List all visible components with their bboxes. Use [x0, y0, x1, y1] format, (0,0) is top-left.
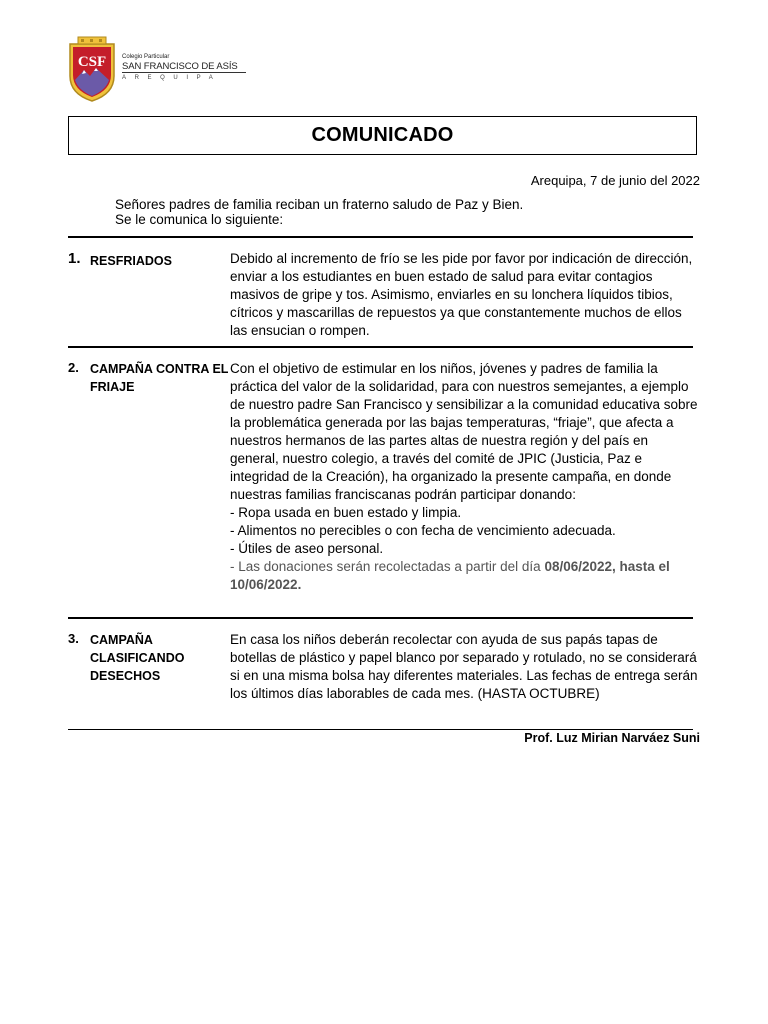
crest-letters: CSF [77, 54, 107, 70]
divider [68, 617, 693, 619]
school-city: AREQUIPA [122, 75, 222, 81]
item-text: Debido al incremento de frío se les pide por favor por indicación de dirección, enviar a los estudiantes en buen estado de salud para evitar contagios masivos de gripe y tos. Asimismo, enviarles en su lonchera líquidos tibios, cítricos y mascarillas de repuestos ya que constantemente muchos de ellos las ensucian o rompen. [230, 251, 693, 338]
title-box [68, 116, 697, 155]
divider [68, 729, 693, 730]
divider [68, 346, 693, 348]
page-title: COMUNICADO [311, 124, 454, 146]
item-text: En casa los niños deberán recolectar con ayuda de sus papás tapas de botellas de plástico y papel blanco por separado y rotulado, no se considerará si en una misma bolsa hay diferentes materiales. Las fechas de entrega serán los últimos días laborables de cada mes. (HASTA OCTUBRE) [230, 632, 698, 701]
item-label: RESFRIADOS [90, 254, 172, 268]
note-text: - Las donaciones serán recolectadas a partir del día [230, 559, 545, 574]
item-body [230, 360, 700, 594]
school-name: SAN FRANCISCO DE ASÍS [122, 61, 246, 73]
item-label: CAMPAÑA CONTRA EL FRIAJE [90, 362, 229, 394]
item-number: 3. [68, 631, 79, 646]
item-bullet: - Útiles de aseo personal. [230, 541, 384, 556]
greeting-line-2: Se le comunica lo siguiente: [115, 212, 284, 227]
signature: Prof. Luz Mirian Narváez Suni [524, 731, 700, 745]
school-crest-icon [66, 36, 118, 102]
note-dates: 08/06/2022, hasta el 10/06/2022. [230, 559, 670, 592]
divider [68, 236, 693, 238]
school-name-block [122, 54, 246, 83]
item-number: 1. [68, 250, 81, 267]
donation-note [230, 558, 700, 594]
greeting-line-1: Señores padres de familia reciban un fraterno saludo de Paz y Bien. [115, 197, 524, 212]
school-type: Colegio Particular [122, 54, 170, 60]
item-text: Con el objetivo de estimular en los niños, jóvenes y padres de familia la práctica del valor de la solidaridad, para con nuestros semejantes, a ejemplo de nuestro padre San Francisco y sensibilizar a la comunidad educativa sobre la problemática generada por las bajas temperaturas, “friaje”, que afecta a nuestros hermanos de las partes altas de nuestra región y del país en general, nuestro colegio, a través del comité de JPIC (Justicia, Paz e integridad de la Creación), ha organizado la presente campaña, en donde nuestras familias franciscanas podrán participar donando: [230, 361, 698, 502]
item-number: 2. [68, 360, 79, 375]
school-logo [66, 36, 246, 102]
item-label: CAMPAÑA CLASIFICANDO DESECHOS [90, 633, 185, 683]
item-bullet: - Ropa usada en buen estado y limpia. [230, 505, 462, 520]
greeting [115, 197, 523, 227]
item-bullet: - Alimentos no perecibles o con fecha de vencimiento adecuada. [230, 523, 616, 538]
document-date: Arequipa, 7 de junio del 2022 [530, 173, 700, 188]
